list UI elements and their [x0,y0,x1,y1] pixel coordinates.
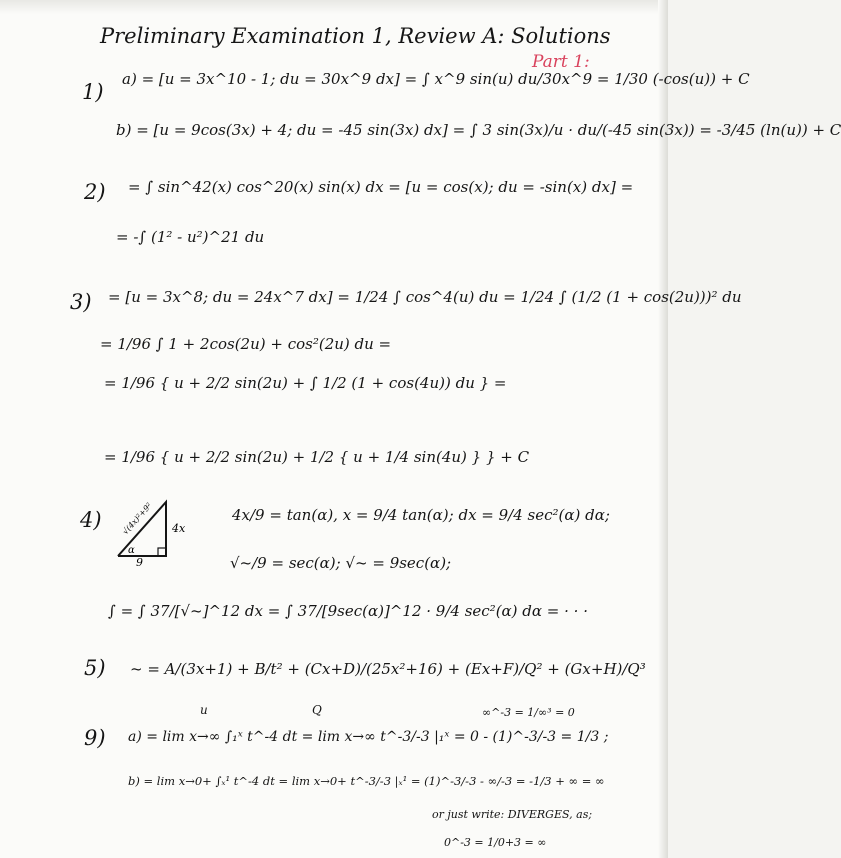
problem-9-number: 9) [84,726,106,750]
problem-5-u-label: u [200,703,208,717]
part-label: Part 1: [532,52,590,72]
margin-note-2: or just write: DIVERGES, as; [432,808,593,821]
scan-top-edge [0,0,668,14]
problem-4-number: 4) [80,508,102,532]
problem-3-number: 3) [70,290,92,314]
problem-2-line-1: = ∫ sin^42(x) cos^20(x) sin(x) dx = [u = cos(x); du = -sin(x) dx] = [128,178,634,196]
triangle-hyp-label: √(4x)²+9² [120,501,154,537]
problem-9b-line: b) = lim x→0+ ∫ₓ¹ t^-4 dt = lim x→0+ t^-3/-3 |ₓ¹ = (1)^-3/-3 - ∞/-3 = -1/3 + ∞ = ∞ [128,774,605,788]
problem-3-line-3: = 1/96 { u + 2/2 sin(2u) + ∫ 1/2 (1 + cos(4u)) du } = [104,374,507,392]
problem-3-line-1: = [u = 3x^8; du = 24x^7 dx] = 1/24 ∫ cos^4(u) du = 1/24 ∫ (1/2 (1 + cos(2u)))² du [108,288,742,306]
problem-2-number: 2) [84,180,106,204]
problem-3-line-2: = 1/96 ∫ 1 + 2cos(2u) + cos²(2u) du = [100,335,392,353]
problem-4-line-2: √~/9 = sec(α); √~ = 9sec(α); [230,554,452,572]
problem-9a-line: a) = lim x→∞ ∫₁ˣ t^-4 dt = lim x→∞ t^-3/-3 |₁ˣ = 0 - (1)^-3/-3 = 1/3 ; [128,729,609,745]
problem-2-line-2: = -∫ (1² - u²)^21 du [116,228,265,246]
problem-5-line: ~ = A/(3x+1) + B/t² + (Cx+D)/(25x²+16) + (Ex+F)/Q² + (Gx+H)/Q³ [130,660,646,678]
problem-1b-line: b) = [u = 9cos(3x) + 4; du = -45 sin(3x) dx] = ∫ 3 sin(3x)/u · du/(-45 sin(3x)) = -3/45 (ln(u)) + C [116,121,841,139]
problem-5-number: 5) [84,656,106,680]
problem-1-number: 1) [82,80,104,104]
page-title: Preliminary Examination 1, Review A: Solutions [100,24,611,48]
problem-1a-line: a) = [u = 3x^10 - 1; du = 30x^9 dx] = ∫ x^9 sin(u) du/30x^9 = 1/30 (-cos(u)) + C [122,70,750,88]
problem-5-q-label: Q [312,703,322,717]
triangle-side-label: 4x [172,522,186,535]
problem-4-line-3: ∫ = ∫ 37/[√~]^12 dx = ∫ 37/[9sec(α)]^12 · 9/4 sec²(α) dα = · · · [108,602,588,620]
problem-4-line-1: 4x/9 = tan(α), x = 9/4 tan(α); dx = 9/4 sec²(α) dα; [232,506,610,524]
triangle-base-label: 9 [136,556,143,569]
triangle-angle-label: α [128,545,135,556]
right-triangle-diagram [112,496,200,569]
problem-3-line-4: = 1/96 { u + 2/2 sin(2u) + 1/2 { u + 1/4 sin(4u) } } + C [104,448,530,466]
margin-note-3: 0^-3 = 1/0+3 = ∞ [444,836,547,849]
margin-note-1: ∞^-3 = 1/∞³ = 0 [482,706,575,719]
